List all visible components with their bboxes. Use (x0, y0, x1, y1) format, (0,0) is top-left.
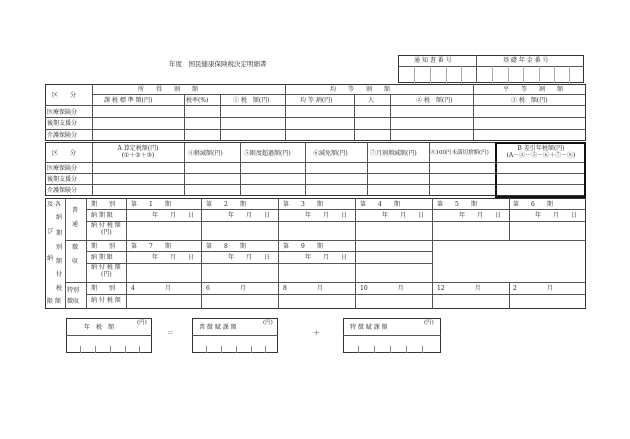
side-label-ki: 期 (56, 230, 63, 237)
payment-amount-row-label-2: 納 付 税 額 (円) (91, 264, 121, 278)
assessed-tax-column: A 算定税額(円) (①＋②＋③) (117, 145, 159, 159)
side-label-tsuke: 付 (56, 271, 63, 278)
tax-base-column: 課 税 標 準 額(円) (104, 97, 153, 104)
monthly-adjust-column: ⑦月割増減額(円) (370, 150, 417, 157)
normal-collection-label-1: 普 (72, 207, 79, 214)
persons-column: 人 (368, 97, 375, 104)
period-2: 第 2 期 (206, 201, 246, 208)
equal-levy-header: 均 等 割 額 (330, 86, 391, 93)
special-collection-label-1: 特別 (67, 287, 80, 294)
period-6: 第 6 期 (513, 201, 553, 208)
normal-levy-unit: (円) (263, 320, 273, 326)
normal-collection-label-3: 徴 (72, 244, 79, 251)
table1-kubun-header: 区 分 (52, 92, 77, 99)
table2-row-support: 後期支援分 (47, 176, 78, 183)
period-row-label-2: 期 別 (91, 243, 116, 250)
table2-kubun-header: 区 分 (52, 150, 77, 157)
tax-amount-1-column: ① 税 額(円) (233, 97, 270, 104)
due-date-7: 年 月 日 (152, 254, 195, 261)
pension-number-label: 基 礎 年 金 番 号 (503, 57, 549, 64)
side-label-nofu: 納 (47, 255, 54, 262)
special-month-2: 6 月 (206, 285, 246, 292)
special-levy-unit: (円) (424, 320, 434, 326)
table1-row-medical: 医療保険分 (47, 109, 78, 116)
special-month-5: 12 月 (437, 285, 481, 292)
due-date-9: 年 月 日 (305, 254, 348, 261)
tax-amount-3-column: ③ 税 額(円) (511, 97, 548, 104)
equal-amount-column: 均 等 割(円) (300, 97, 333, 104)
table1-row-support: 後期支援分 (47, 120, 78, 127)
equals-sign: ＝ (167, 329, 174, 337)
annual-tax-unit: (円) (137, 320, 147, 326)
side-label-zei: 税 (56, 285, 63, 292)
notice-number-label: 通 知 書 番 号 (414, 57, 452, 64)
excess-limit-column: ⑤限度超過額(円) (244, 150, 291, 157)
due-date-2: 年 月 日 (228, 212, 271, 219)
due-date-row-label: 納 期 限 (91, 212, 113, 219)
period-row-label: 期 別 (91, 201, 116, 208)
special-month-4: 10 月 (360, 285, 404, 292)
due-date-4: 年 月 日 (382, 212, 425, 219)
side-label-bi: び (47, 228, 54, 235)
special-levy-label: 特 徴 賦 課 額 (350, 324, 388, 331)
special-month-1: 4 月 (131, 285, 171, 292)
due-date-3: 年 月 日 (305, 212, 348, 219)
annual-tax-label: 年 税 額 (84, 324, 115, 331)
special-month-3: 8 月 (283, 285, 323, 292)
period-9: 第 9 期 (283, 243, 323, 250)
period-row-label-3: 期 別 (91, 285, 116, 292)
period-1: 第 1 期 (131, 201, 171, 208)
period-8: 第 8 期 (206, 243, 246, 250)
normal-levy-label: 普 徴 賦 課 額 (199, 324, 237, 331)
period-7: 第 7 期 (131, 243, 171, 250)
table2-row-medical: 医療保険分 (47, 165, 78, 172)
table2-row-care: 介護保険分 (47, 187, 78, 194)
reduction-column: ④軽減額(円) (188, 150, 223, 157)
plus-sign: ＋ (313, 329, 320, 337)
side-label-oyobi: 及 各 (47, 201, 61, 208)
tax-amount-2-column: ② 税 額(円) (416, 97, 453, 104)
side-label-gaku: 額 (56, 258, 63, 265)
net-annual-tax-column: B 差引年税額(円) (A－④－⑤－⑥＋⑦－⑧) (506, 145, 576, 159)
due-date-6: 年 月 日 (535, 212, 578, 219)
due-date-5: 年 月 日 (459, 212, 502, 219)
special-month-6: 2 月 (513, 285, 553, 292)
tax-rate-column: 税率(%) (186, 97, 209, 104)
period-3: 第 3 期 (283, 201, 323, 208)
table1-row-care: 介護保険分 (47, 132, 78, 139)
exemption-column: ⑥減免額(円) (313, 150, 348, 157)
normal-collection-label-2: 通 (72, 221, 79, 228)
side-label-kigen: 限 額 (47, 298, 61, 305)
due-date-1: 年 月 日 (152, 212, 195, 219)
side-label-betsu: 別 (56, 244, 63, 251)
payment-amount-row-label: 納 付 税 額 (円) (91, 222, 121, 236)
document-title: 年度 国民健康保険税決定明細書 (169, 60, 267, 68)
side-label-nou: 納 (56, 214, 63, 221)
special-collection-label-2: 徴収 (67, 298, 80, 305)
period-4: 第 4 期 (360, 201, 400, 208)
payment-amount-row-label-3: 納 付 税 額 (91, 297, 121, 304)
due-date-row-label-2: 納 期 限 (91, 254, 113, 261)
income-levy-header: 所 得 割 額 (138, 86, 199, 93)
normal-collection-label-4: 収 (72, 258, 79, 265)
flat-levy-header: 平 等 割 額 (503, 86, 564, 93)
rounding-column: ⑧100円未満切捨額(円) (430, 150, 489, 156)
due-date-8: 年 月 日 (228, 254, 271, 261)
period-5: 第 5 期 (437, 201, 477, 208)
